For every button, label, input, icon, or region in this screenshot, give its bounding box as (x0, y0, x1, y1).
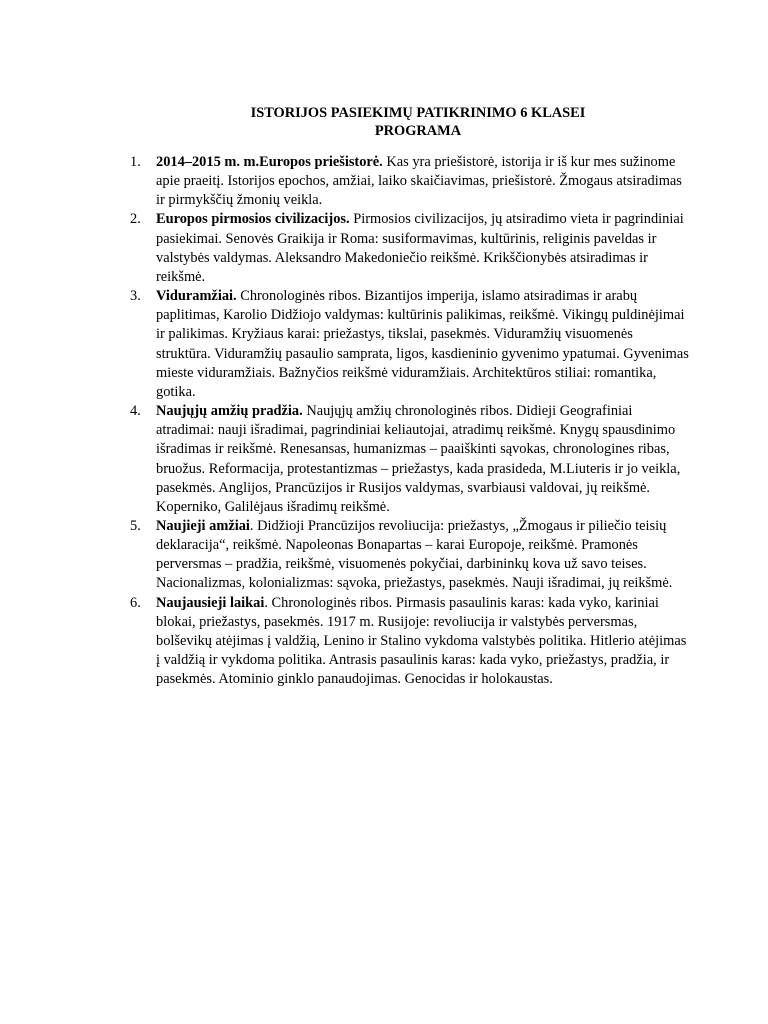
item-number: 6. (130, 594, 141, 611)
item-text: gotika. (156, 383, 196, 400)
item-text: išradimas ir reikšmė. Renesansas, humanizmas – paaiškinti sąvokas, chronologines ribas, (156, 441, 670, 458)
item-text: atradimai: nauji išradimai, pagrindiniai keliautojai, atradimų reikšmė. Knygų spausdinimo (156, 422, 676, 439)
item-text: reikšmė. (156, 268, 206, 285)
item-text: Nacionalizmas, kolonializmas: sąvoka, priežastys, pasekmės. Nauji išradimai, jų reikšmė. (156, 575, 673, 592)
item-text: valstybės valdymas. Aleksandro Makedoniečio reikšmė. Krikščionybės atsiradimas ir (156, 249, 648, 266)
item-heading: Naujieji amžiai (156, 517, 250, 534)
item-text: į valdžią ir vykdoma politika. Antrasis pasaulinis karas: kada vyko, priežastys, pradžia, ir (156, 652, 670, 669)
item-text: struktūra. Viduramžių pasaulio samprata, ligos, kasdieninio gyvenimo ypatumai. Gyvenimas (156, 345, 689, 362)
document-title (100, 104, 736, 140)
item-text: apie praeitį. Istorijos epochos, amžiai, laiko skaičiavimas, priešistorė. Žmogaus atsiradimas (156, 173, 682, 190)
item-text: Pirmosios civilizacijos, jų atsiradimo vieta ir pagrindiniai (349, 211, 684, 228)
list-item (130, 210, 738, 287)
list-item (130, 402, 738, 517)
item-text: perversmas – pradžia, reikšmė, visuomenės pokyčiai, darbininkų kova už savo teises. (156, 556, 647, 573)
item-text: deklaracija“, reikšmė. Napoleonas Bonapartas – karai Europoje, reikšmė. Pramonės (156, 537, 638, 554)
item-number: 1. (130, 154, 141, 170)
item-text: Kas yra priešistorė, istorija ir iš kur mes sužinome (382, 154, 676, 170)
item-text: ir pirmykščių žmonių veikla. (156, 192, 323, 209)
title-line-1: ISTORIJOS PASIEKIMŲ PATIKRINIMO 6 KLASEI (250, 105, 586, 121)
item-text: Naujųjų amžių chronologinės ribos. Didieji Geografiniai (302, 403, 633, 420)
item-text: pasiekimai. Senovės Graikija ir Roma: susiformavimas, kultūrinis, religinis paveldas ir (156, 230, 657, 247)
list-item (130, 287, 738, 402)
item-heading: Naujausieji laikai (156, 594, 265, 611)
item-text: blokai, priežastys, pasekmės. 1917 m. Rusijoje: revoliucija ir valstybės perversmas, (156, 613, 638, 630)
item-text: mieste viduramžiais. Bažnyčios reikšmė viduramžiais. Architektūros stiliai: romantika, (156, 364, 657, 381)
item-heading: Europos pirmosios civilizacijos. (156, 211, 350, 228)
item-number: 5. (130, 517, 141, 534)
item-text: paplitimas, Karolio Didžiojo valdymas: kultūrinis palikimas, reikšmė. Vikingų puldinėjimai (156, 307, 685, 324)
item-text: ir palikimas. Kryžiaus karai: priežastys, tikslai, pasekmės. Viduramžių visuomenės (156, 326, 633, 343)
list-item (130, 153, 738, 210)
item-number: 2. (130, 211, 141, 228)
item-text: pasekmės. Anglijos, Prancūzijos ir Rusijos valdymas, svarbiausi valdovai, jų reikšmė. (156, 479, 651, 496)
item-heading: Viduramžiai. (156, 288, 237, 305)
list-item (130, 594, 738, 690)
item-text: Koperniko, Galilėjaus išradimų reikšmė. (156, 498, 390, 515)
item-text: . Chronologinės ribos. Pirmasis pasaulinis karas: kada vyko, kariniai (264, 594, 659, 611)
item-number: 4. (130, 403, 141, 420)
item-text: Chronologinės ribos. Bizantijos imperija, islamo atsiradimas ir arabų (236, 288, 638, 305)
item-text: bolševikų atėjimas į valdžią, Lenino ir Stalino vykdoma valstybės politika. Hitlerio atėjimas (156, 632, 687, 649)
topic-list (130, 153, 738, 689)
item-heading: 2014–2015 m. m.Europos priešistorė. (156, 154, 383, 170)
item-heading: Naujųjų amžių pradžia. (156, 403, 303, 420)
item-number: 3. (130, 288, 141, 305)
item-text: bruožus. Reformacija, protestantizmas – priežastys, kada prasideda, M.Liuteris ir jo veikla, (156, 460, 681, 477)
item-text: pasekmės. Atominio ginklo panaudojimas. Genocidas ir holokaustas. (156, 671, 553, 688)
list-item (130, 517, 738, 594)
item-text: . Didžioji Prancūzijos revoliucija: priežastys, „Žmogaus ir piliečio teisių (249, 517, 667, 534)
title-line-2: PROGRAMA (374, 123, 462, 139)
